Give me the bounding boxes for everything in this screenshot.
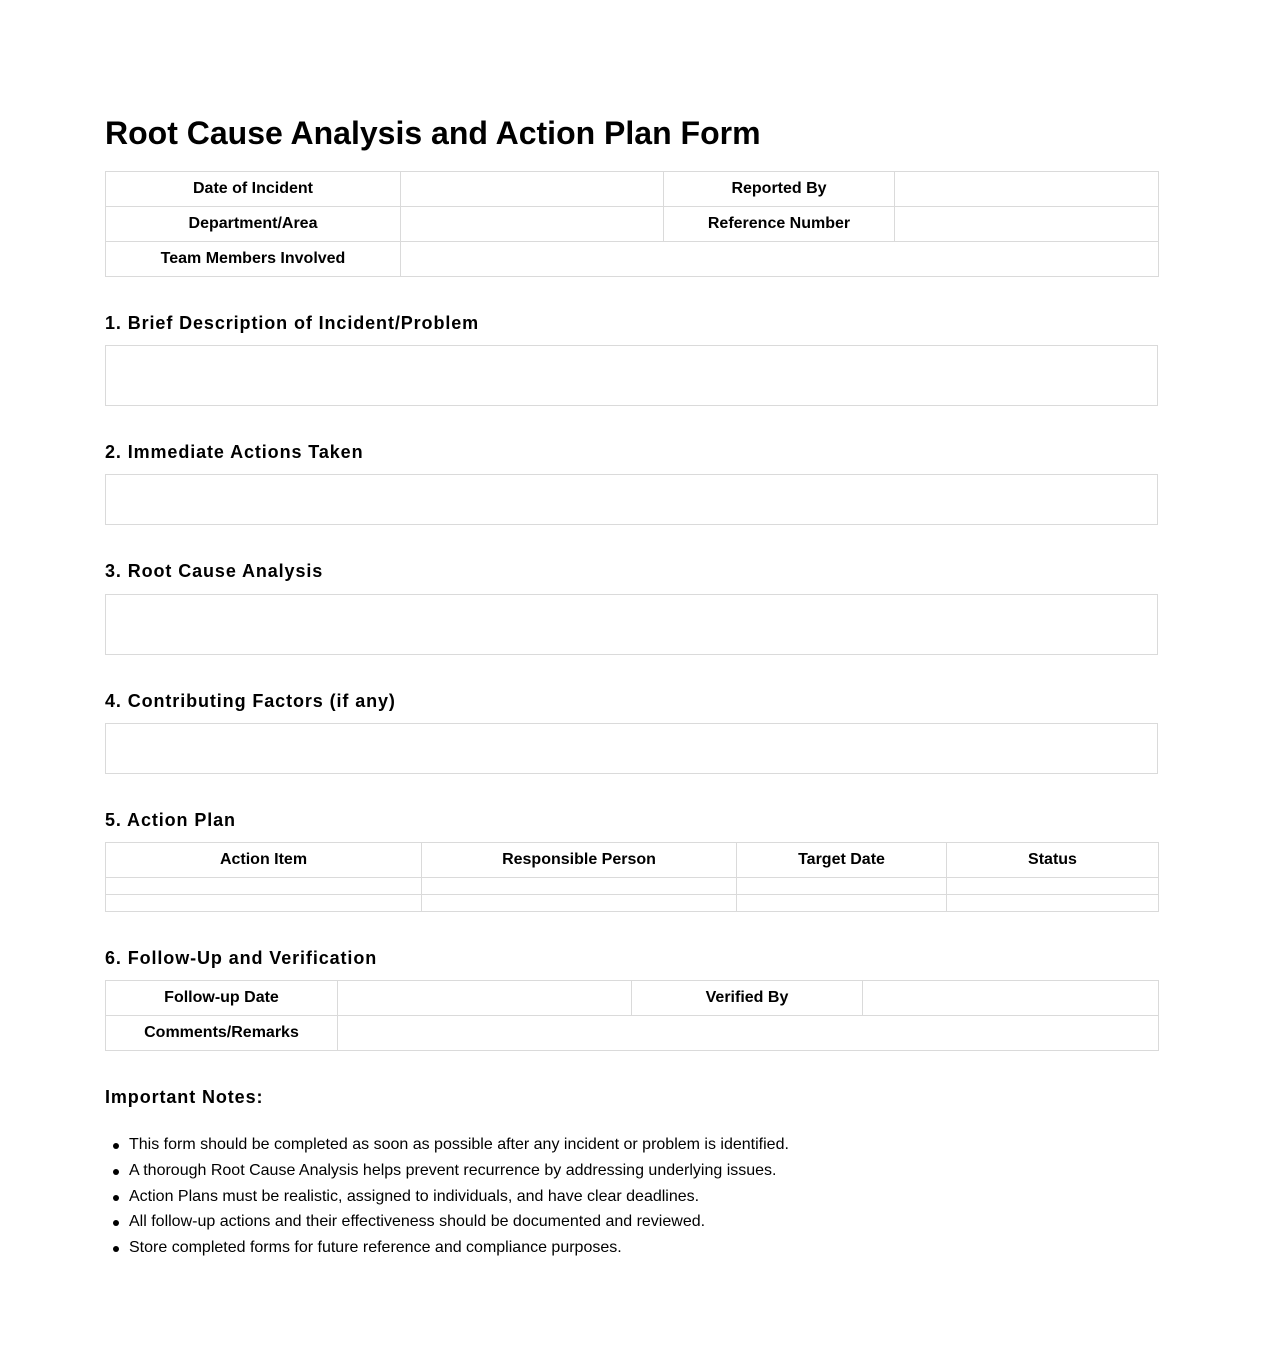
- list-item: All follow-up actions and their effectiveness should be documented and reviewed.: [129, 1209, 789, 1235]
- follow-up-date-field[interactable]: [338, 981, 632, 1016]
- reported-by-label: Reported By: [664, 172, 895, 207]
- follow-up-date-label: Follow-up Date: [106, 981, 338, 1016]
- section-follow-up-title: 6. Follow-Up and Verification: [105, 948, 378, 968]
- list-item: Store completed forms for future reference and compliance purposes.: [129, 1235, 789, 1261]
- list-item: A thorough Root Cause Analysis helps prevent recurrence by addressing underlying issues.: [129, 1158, 789, 1184]
- section-root-cause-title: 3. Root Cause Analysis: [105, 561, 324, 581]
- action-item-cell[interactable]: [106, 895, 422, 912]
- contributing-factors-textarea[interactable]: [105, 723, 1158, 774]
- comments-label: Comments/Remarks: [106, 1016, 338, 1051]
- column-header-target-date: Target Date: [737, 843, 947, 878]
- follow-up-row: [106, 1016, 1159, 1051]
- reference-number-label: Reference Number: [664, 207, 895, 242]
- column-header-status: Status: [947, 843, 1159, 878]
- reference-number-field[interactable]: [895, 207, 1159, 242]
- reported-by-field[interactable]: [895, 172, 1159, 207]
- section-description-title: 1. Brief Description of Incident/Problem: [105, 313, 480, 333]
- important-notes-list: [105, 1132, 789, 1261]
- list-item: This form should be completed as soon as possible after any incident or problem is identified.: [129, 1132, 789, 1158]
- target-date-cell[interactable]: [737, 878, 947, 895]
- column-header-action-item: Action Item: [106, 843, 422, 878]
- list-item: Action Plans must be realistic, assigned to individuals, and have clear deadlines.: [129, 1184, 789, 1210]
- immediate-actions-textarea[interactable]: [105, 474, 1158, 525]
- section-action-plan-title: 5. Action Plan: [105, 810, 236, 830]
- responsible-person-cell[interactable]: [422, 878, 737, 895]
- date-of-incident-label: Date of Incident: [106, 172, 401, 207]
- section-immediate-actions-title: 2. Immediate Actions Taken: [105, 442, 364, 462]
- page-title: Root Cause Analysis and Action Plan Form: [105, 115, 761, 151]
- department-label: Department/Area: [106, 207, 401, 242]
- action-plan-header-row: [106, 843, 1159, 878]
- responsible-person-cell[interactable]: [422, 895, 737, 912]
- info-row: [106, 242, 1159, 277]
- team-members-label: Team Members Involved: [106, 242, 401, 277]
- status-cell[interactable]: [947, 895, 1159, 912]
- follow-up-row: [106, 981, 1159, 1016]
- action-plan-table: [105, 842, 1159, 912]
- column-header-responsible-person: Responsible Person: [422, 843, 737, 878]
- status-cell[interactable]: [947, 878, 1159, 895]
- department-field[interactable]: [401, 207, 664, 242]
- root-cause-textarea[interactable]: [105, 594, 1158, 655]
- info-row: [106, 207, 1159, 242]
- comments-field[interactable]: [338, 1016, 1159, 1051]
- target-date-cell[interactable]: [737, 895, 947, 912]
- follow-up-table: [105, 980, 1159, 1051]
- team-members-field[interactable]: [401, 242, 1159, 277]
- date-of-incident-field[interactable]: [401, 172, 664, 207]
- incident-info-table: [105, 171, 1159, 277]
- verified-by-field[interactable]: [863, 981, 1159, 1016]
- table-row: [106, 895, 1159, 912]
- important-notes-title: Important Notes:: [105, 1087, 264, 1107]
- verified-by-label: Verified By: [632, 981, 863, 1016]
- action-item-cell[interactable]: [106, 878, 422, 895]
- section-contributing-factors-title: 4. Contributing Factors (if any): [105, 691, 396, 711]
- description-textarea[interactable]: [105, 345, 1158, 406]
- table-row: [106, 878, 1159, 895]
- info-row: [106, 172, 1159, 207]
